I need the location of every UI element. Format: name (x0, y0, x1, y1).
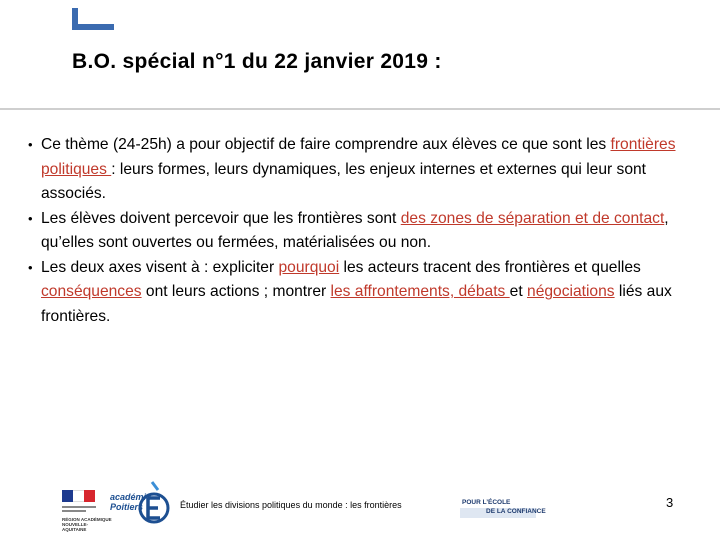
region-academique-label: RÉGION ACADÉMIQUE NOUVELLE-AQUITAINE (62, 517, 112, 532)
footer-caption: Étudier les divisions politiques du monde : les frontières (180, 500, 402, 510)
slide-body (28, 133, 688, 329)
ecole-confiance-logo (462, 498, 546, 516)
ecole-line-2: DE LA CONFIANCE (486, 508, 546, 515)
highlighted-term: conséquences (41, 283, 142, 300)
e-letter-icon (138, 478, 170, 528)
highlighted-term: les affrontements, débats (330, 283, 510, 300)
highlighted-term: négociations (527, 283, 615, 300)
highlighted-term: frontières politiques (41, 136, 676, 178)
bullet-text: les acteurs tracent des frontières et quelles (339, 258, 641, 276)
highlighted-term: pourquoi (278, 258, 340, 276)
bullet-text: , qu’elles sont ouvertes ou fermées, matérialisées ou non. (41, 209, 669, 251)
bullet-text: liés aux frontières. (41, 283, 672, 325)
highlighted-term: des zones de séparation et de contact (400, 209, 665, 227)
bullet-text: ont leurs actions ; montrer (141, 283, 331, 300)
title-divider (0, 108, 720, 110)
bullet-text: et (509, 283, 528, 300)
bullet-text: Les deux axes visent à : expliciter (41, 258, 279, 276)
page-number: 3 (666, 495, 674, 510)
corner-bracket-decoration (72, 8, 114, 30)
academie-label: académie (110, 492, 152, 502)
bullet-item-1 (28, 133, 688, 207)
slide-title: B.O. spécial n°1 du 22 janvier 2019 : (72, 50, 442, 73)
bullet-item-2 (28, 207, 688, 256)
bullet-item-3 (28, 256, 688, 330)
poitiers-label: Poitiers (110, 502, 144, 512)
ecole-line-1: POUR L’ÉCOLE (462, 499, 511, 506)
academie-poitiers-logo (108, 478, 168, 530)
bullet-text: Les élèves doivent percevoir que les frontières sont (41, 209, 401, 227)
bullet-text: : leurs formes, leurs dynamiques, les enjeux internes et externes qui leur sont associés. (41, 160, 647, 202)
bullet-text: Ce thème (24-25h) a pour objectif de faire comprendre aux élèves ce que sont les (41, 136, 611, 153)
